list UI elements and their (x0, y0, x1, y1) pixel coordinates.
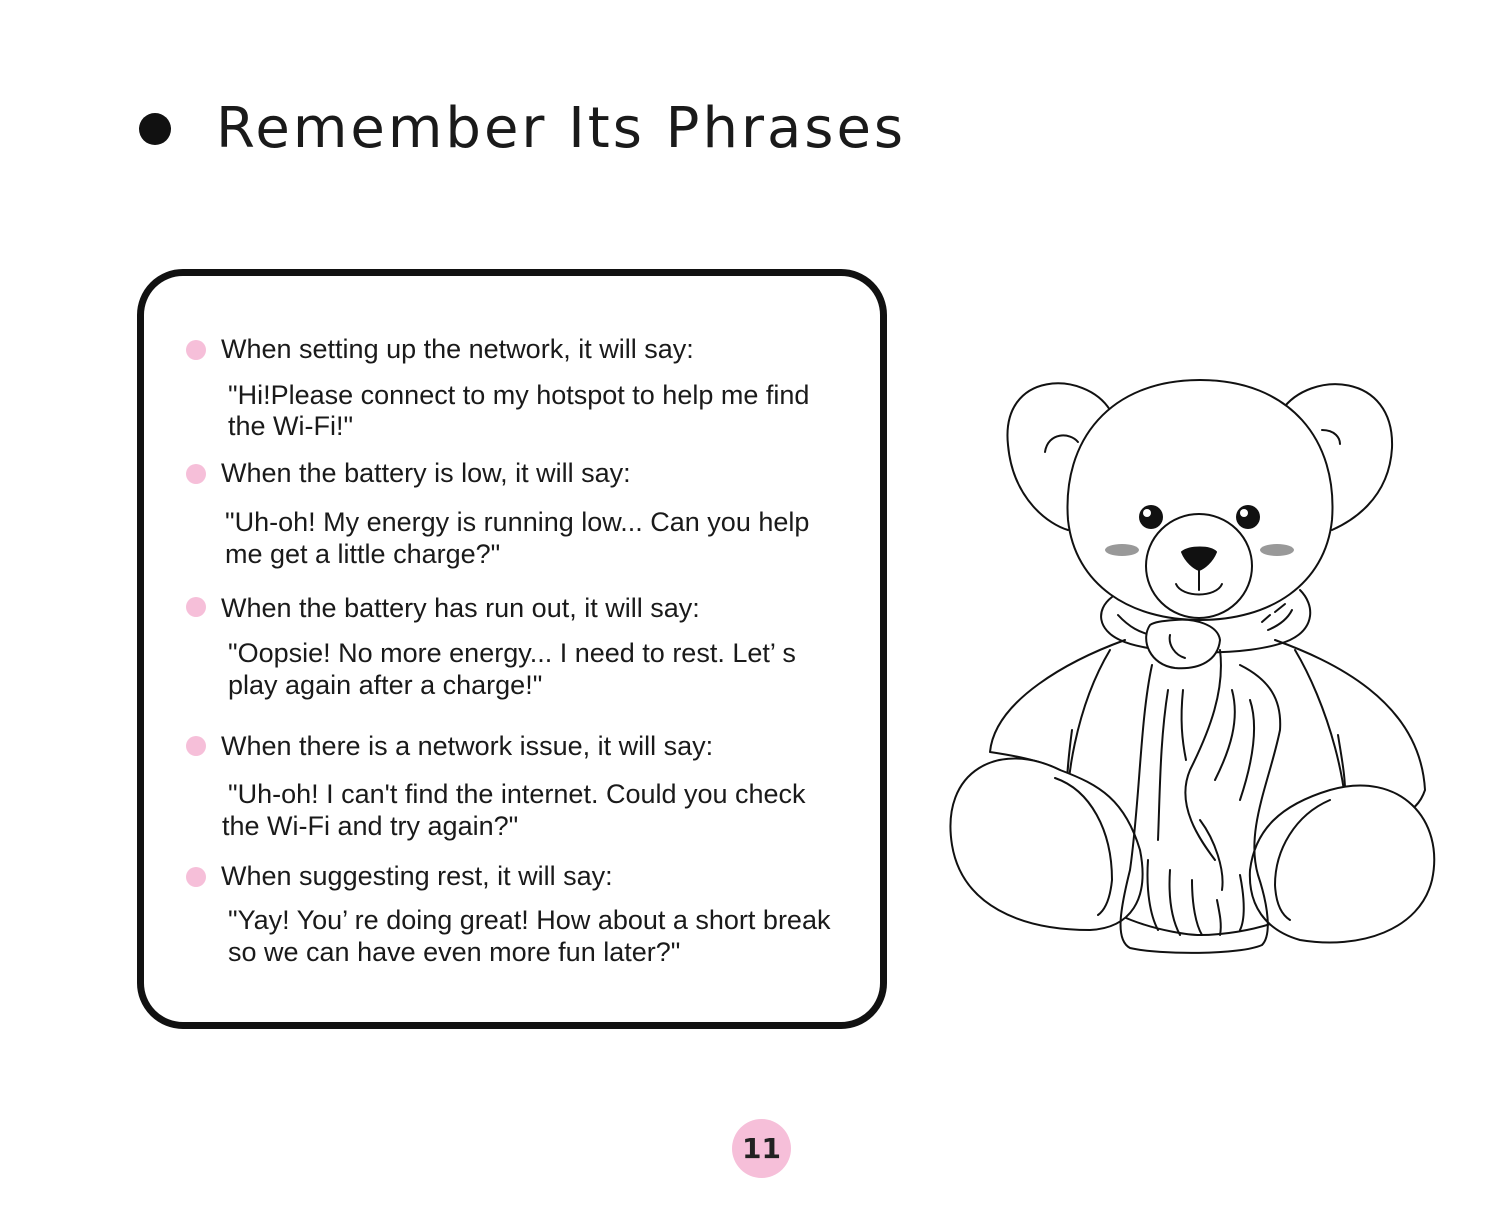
phrase-quote-line: the Wi-Fi!" (228, 411, 354, 441)
pink-dot-icon (186, 340, 206, 360)
phrase-quote-line: "Hi!Please connect to my hotspot to help me find (228, 380, 810, 410)
phrase-condition: When the battery is low, it will say: (221, 458, 631, 488)
page-number-badge (732, 1119, 791, 1178)
phrase-condition: When there is a network issue, it will say: (221, 731, 714, 761)
pink-dot-icon (186, 464, 206, 484)
phrase-condition: When setting up the network, it will say: (221, 334, 694, 364)
teddy-bear-illustration (940, 370, 1440, 960)
pink-dot-icon (186, 736, 206, 756)
phrase-quote-line: play again after a charge!" (228, 670, 543, 700)
heading-bullet-icon (139, 113, 171, 145)
phrase-quote-line: "Uh-oh! I can't find the internet. Could you check (228, 779, 806, 809)
phrase-quote-line: me get a little charge?" (225, 539, 501, 569)
phrase-quote-line: so we can have even more fun later?" (228, 937, 681, 967)
pink-dot-icon (186, 867, 206, 887)
page-number: 11 (742, 1132, 781, 1165)
phrase-quote-line: the Wi-Fi and try again?" (222, 811, 519, 841)
phrase-condition: When suggesting rest, it will say: (221, 861, 613, 891)
pink-dot-icon (186, 597, 206, 617)
phrase-quote-line: "Uh-oh! My energy is running low... Can you help (225, 507, 810, 537)
phrase-quote-line: "Yay! You’ re doing great! How about a short break (228, 905, 831, 935)
page-title: Remember Its Phrases (216, 96, 907, 161)
phrase-quote-line: "Oopsie! No more energy... I need to rest. Let’ s (228, 638, 796, 668)
phrase-condition: When the battery has run out, it will say: (221, 593, 700, 623)
